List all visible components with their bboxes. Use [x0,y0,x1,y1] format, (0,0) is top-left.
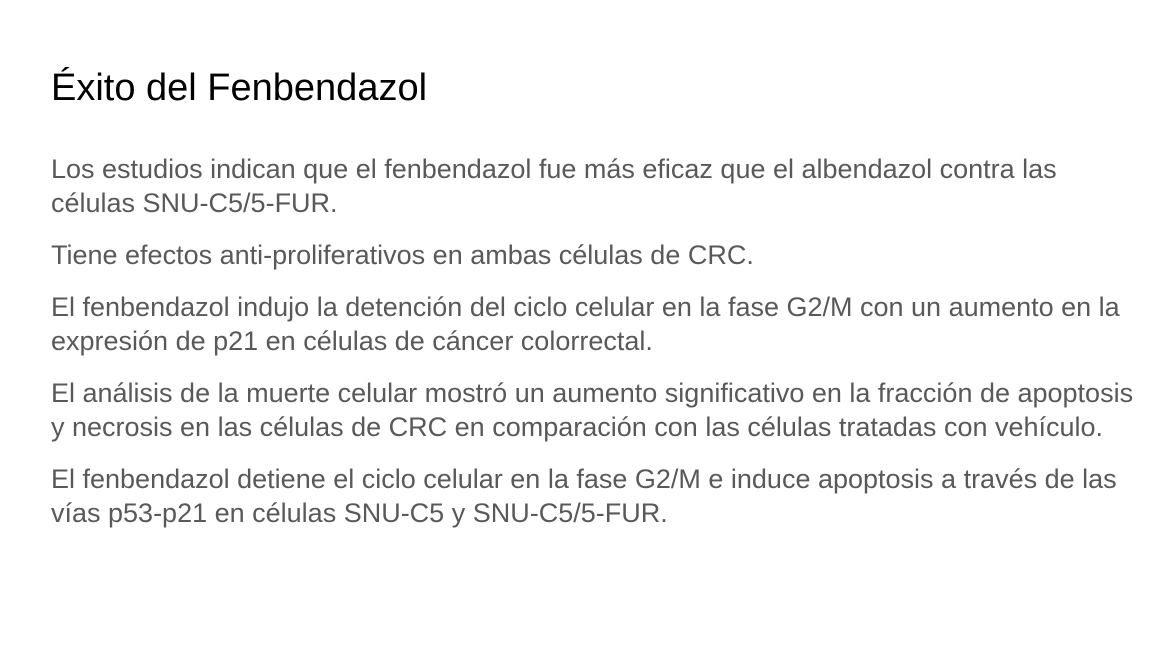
body-paragraph: Los estudios indican que el fenbendazol fue más eficaz que el albendazol contra las células SNU-C5/5-FUR. [51,154,1057,218]
slide-body [51,152,1136,548]
slide-title: Éxito del Fenbendazol [51,67,428,109]
body-paragraph: El análisis de la muerte celular mostró un aumento significativo en la fracción de apoptosis y necrosis en las células de CRC en comparación con las células tratadas con vehículo. [51,378,1134,442]
body-paragraph: El fenbendazol detiene el ciclo celular en la fase G2/M e induce apoptosis a través de las vías p53-p21 en células SNU-C5 y SNU-C5/5-FUR. [51,464,1117,528]
body-paragraph: El fenbendazol indujo la detención del ciclo celular en la fase G2/M con un aumento en la expresión de p21 en células de cáncer colorrectal. [51,292,1120,356]
body-paragraph: Tiene efectos anti-proliferativos en ambas células de CRC. [51,240,754,270]
